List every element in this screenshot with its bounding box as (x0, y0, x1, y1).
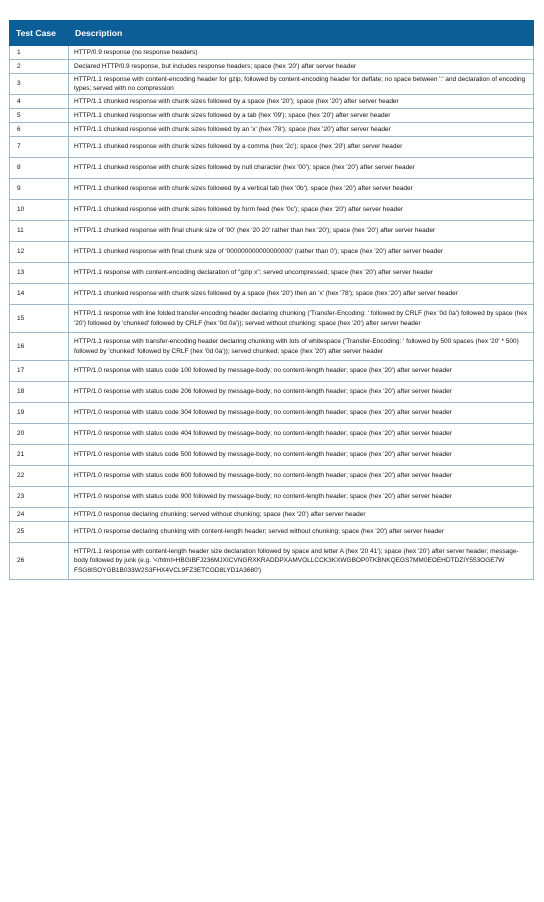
test-case-description: HTTP/1.1 chunked response with chunk sizes followed by a space (hex '20') then an 'x' (hex '78'); space (hex '20') after server header (69, 284, 534, 305)
test-case-description: Declared HTTP/0.9 response, but includes response headers; space (hex '20') after server header (69, 60, 534, 74)
test-case-description: HTTP/1.1 chunked response with chunk sizes followed by null character (hex '00'); space (hex '20') after server header (69, 158, 534, 179)
table-row (10, 487, 534, 508)
table-row (10, 508, 534, 522)
header-test-case: Test Case (10, 21, 69, 46)
test-case-description: HTTP/1.0 response with status code 600 followed by message-body; no content-length header; space (hex '20') after server header (69, 466, 534, 487)
table-header-row (10, 21, 534, 46)
table-row (10, 158, 534, 179)
table-row (10, 263, 534, 284)
test-case-number: 13 (10, 263, 69, 284)
table-row (10, 137, 534, 158)
test-case-description: HTTP/1.1 response with content-length header size declaration followed by space and letter A (hex '20 41'); space (hex '20') after server header; message-body followed by junk (e.g. '</html>HBGIBFJ236MJXICVNGRXKRADDPXAMVOLLCCK3KXWGBOP0TKBNKQEGS7MM0EOEHDTDZIY553OGE7W FSG8ISOYGB1B033W2S3FHX4VCL9FZ3ETCGD8LYD1A3680') (69, 543, 534, 580)
table-row (10, 361, 534, 382)
test-case-description: HTTP/1.1 chunked response with final chunk size of '000000000000000000' (rather than 0'); space (hex '20') after server header (69, 242, 534, 263)
table-row (10, 74, 534, 95)
test-case-description: HTTP/1.0 response with status code 206 followed by message-body; no content-length header; space (hex '20') after server header (69, 382, 534, 403)
table-row (10, 543, 534, 580)
test-case-number: 7 (10, 137, 69, 158)
table-row (10, 200, 534, 221)
table-row (10, 403, 534, 424)
test-case-description: HTTP/1.1 response with content-encoding header for gzip, followed by content-encoding header for deflate; no space between ':' and declaration of encoding types; served with no compression (69, 74, 534, 95)
table-row (10, 445, 534, 466)
test-case-description: HTTP/1.1 chunked response with chunk sizes followed by a comma (hex '2c'); space (hex '20') after server header (69, 137, 534, 158)
test-case-number: 10 (10, 200, 69, 221)
test-case-description: HTTP/1.1 response with content-encoding declaration of "gzip x"; served uncompressed; space (hex '20') after server header (69, 263, 534, 284)
test-case-description: HTTP/1.1 response with transfer-encoding header declaring chunking with lots of whitespace ('Transfer-Encoding: ' followed by 500 spaces (hex '20' * 500) followed by 'chunked' followed by CRLF (hex '0d 0a')); served chunked; space (hex '20') after server header (69, 333, 534, 361)
test-case-number: 6 (10, 123, 69, 137)
test-case-number: 3 (10, 74, 69, 95)
test-case-description: HTTP/1.0 response with status code 900 followed by message-body; no content-length header; space (hex '20') after server header (69, 487, 534, 508)
table-row (10, 333, 534, 361)
test-case-number: 26 (10, 543, 69, 580)
test-case-description: HTTP/1.1 chunked response with chunk sizes followed by a space (hex '20'); space (hex '20') after server header (69, 95, 534, 109)
table-row (10, 305, 534, 333)
test-case-description: HTTP/1.0 response declaring chunking; served without chunking; space (hex '20') after server header (69, 508, 534, 522)
table-row (10, 466, 534, 487)
table-body (10, 46, 534, 580)
test-case-description: HTTP/1.1 chunked response with chunk sizes followed by form feed (hex '0c'); space (hex '20') after server header (69, 200, 534, 221)
test-case-number: 18 (10, 382, 69, 403)
table-row (10, 242, 534, 263)
table-row (10, 424, 534, 445)
table-row (10, 284, 534, 305)
test-case-description: HTTP/0.9 response (no response headers) (69, 46, 534, 60)
test-case-description: HTTP/1.1 chunked response with chunk sizes followed by a vertical tab (hex '0b'); space (hex '20') after server header (69, 179, 534, 200)
table-row (10, 123, 534, 137)
test-case-number: 20 (10, 424, 69, 445)
test-case-number: 16 (10, 333, 69, 361)
test-case-number: 12 (10, 242, 69, 263)
test-case-number: 11 (10, 221, 69, 242)
table-row (10, 109, 534, 123)
test-case-description: HTTP/1.1 chunked response with chunk sizes followed by an 'x' (hex '78'); space (hex '20') after server header (69, 123, 534, 137)
test-case-number: 4 (10, 95, 69, 109)
table-row (10, 221, 534, 242)
test-case-number: 24 (10, 508, 69, 522)
table-row (10, 95, 534, 109)
test-case-description: HTTP/1.1 chunked response with final chunk size of '00' (hex '20 20' rather than hex '20'); space (hex '20') after server header (69, 221, 534, 242)
test-case-number: 23 (10, 487, 69, 508)
test-case-number: 2 (10, 60, 69, 74)
header-description: Description (69, 21, 534, 46)
test-case-number: 15 (10, 305, 69, 333)
test-case-description: HTTP/1.0 response declaring chunking with content-length header; served without chunking; space (hex '20') after server header (69, 522, 534, 543)
test-case-number: 17 (10, 361, 69, 382)
table-row (10, 522, 534, 543)
test-case-number: 9 (10, 179, 69, 200)
test-case-number: 1 (10, 46, 69, 60)
test-case-number: 21 (10, 445, 69, 466)
test-case-number: 8 (10, 158, 69, 179)
table-row (10, 179, 534, 200)
test-case-description: HTTP/1.0 response with status code 404 followed by message-body; no content-length header; space (hex '20') after server header (69, 424, 534, 445)
test-case-number: 5 (10, 109, 69, 123)
table-row (10, 382, 534, 403)
test-case-number: 14 (10, 284, 69, 305)
test-case-description: HTTP/1.1 chunked response with chunk sizes followed by a tab (hex '09'); space (hex '20') after server header (69, 109, 534, 123)
test-case-description: HTTP/1.0 response with status code 100 followed by message-body; no content-length header; space (hex '20') after server header (69, 361, 534, 382)
test-case-description: HTTP/1.0 response with status code 304 followed by message-body; no content-length header; space (hex '20') after server header (69, 403, 534, 424)
test-case-number: 22 (10, 466, 69, 487)
test-case-number: 19 (10, 403, 69, 424)
table-row (10, 60, 534, 74)
test-case-description: HTTP/1.1 response with line folded transfer-encoding header declaring chunking ('Transfer-Encoding: ' followed by CRLF (hex '0d 0a') followed by space (hex '20') followed by 'chunked' followed by CRLF (hex '0d 0a')); served without chunking; space (hex '20') after server header (69, 305, 534, 333)
test-case-table (9, 20, 534, 580)
test-case-number: 25 (10, 522, 69, 543)
test-case-description: HTTP/1.0 response with status code 500 followed by message-body; no content-length header; space (hex '20') after server header (69, 445, 534, 466)
table-row (10, 46, 534, 60)
